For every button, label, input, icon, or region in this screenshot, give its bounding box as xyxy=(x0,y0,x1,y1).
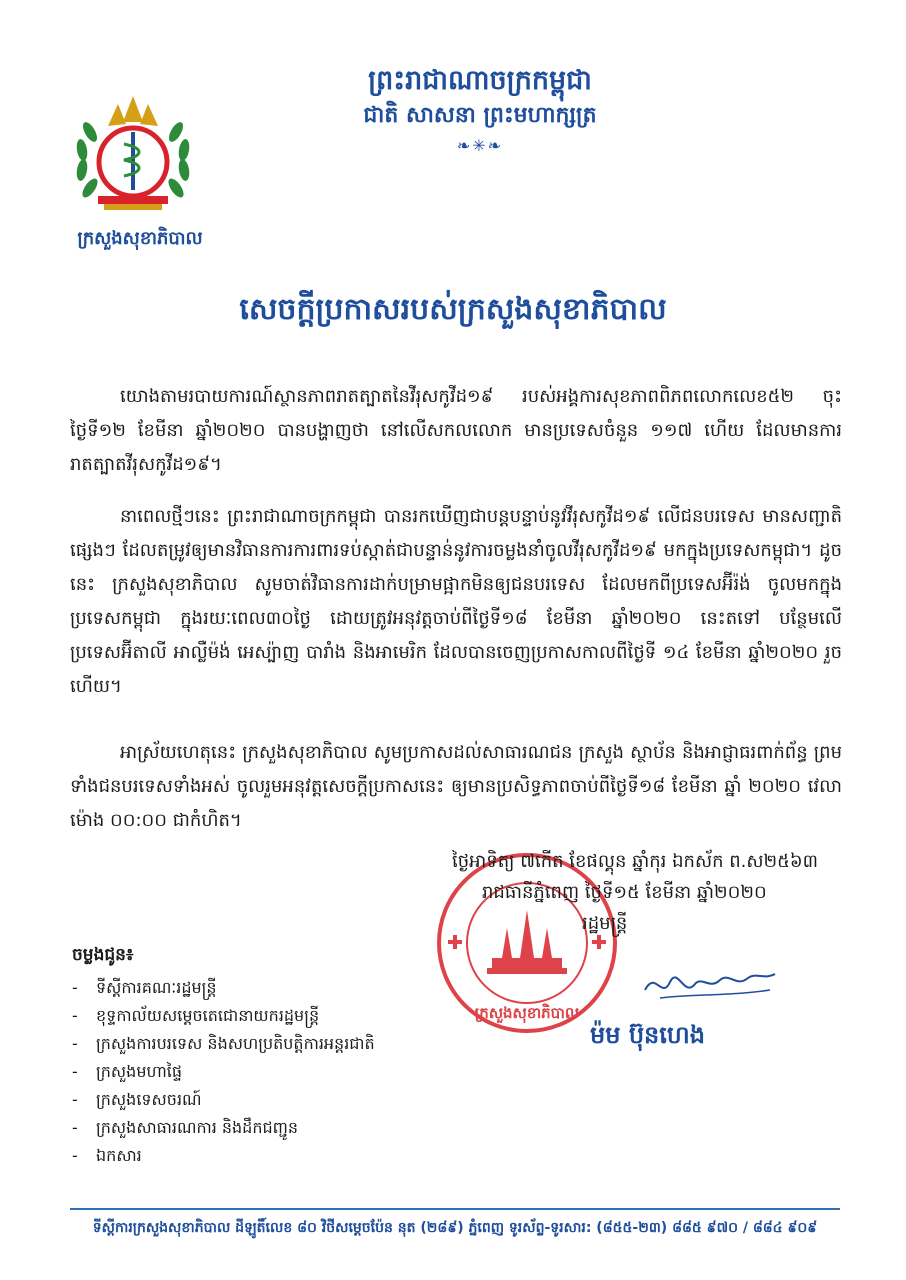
list-item xyxy=(72,1086,472,1114)
handwritten-signature xyxy=(640,960,780,1005)
list-bullet: - xyxy=(72,1090,78,1109)
list-item-text: ក្រសួងទេសចរណ៍ xyxy=(96,1090,202,1109)
list-item xyxy=(72,1002,472,1030)
list-item-text: ក្រសួងមហាផ្ទៃ xyxy=(96,1062,183,1081)
list-item-text: ឯកសារ xyxy=(96,1146,142,1165)
list-item xyxy=(72,1030,472,1058)
signer-name: ម៉ម ប៊ុនហេង xyxy=(590,1021,705,1049)
announcement-title: សេចក្តីប្រកាសរបស់ក្រសួងសុខាភិបាល xyxy=(239,292,667,327)
list-bullet: - xyxy=(72,1062,78,1081)
list-item xyxy=(72,1058,472,1086)
copy-to-list xyxy=(72,940,472,1170)
ministry-name: ក្រសួងសុខាភិបាល xyxy=(77,228,203,249)
seal-text: ក្រសួងសុខាភិបាល xyxy=(474,1004,580,1022)
list-item xyxy=(72,1142,472,1170)
date-block xyxy=(452,846,852,939)
lunar-date: ថ្ងៃអាទិត្យ ៧កើត ខែផល្គុន ឆ្នាំកុរ ឯកស័ក ព.ស២៥៦៣ xyxy=(452,851,819,872)
ornament-divider: ❧✳❧ xyxy=(456,136,504,155)
list-bullet: - xyxy=(72,1146,78,1165)
signer-position: រដ្ឋមន្ត្រី xyxy=(582,913,628,934)
list-item-text: ក្រសួងសាធារណការ និងដឹកជញ្ជូន xyxy=(96,1118,299,1137)
kingdom-title: ព្រះរាជាណាចក្រកម្ពុជា xyxy=(368,65,592,96)
body-paragraph-3: អាស្រ័យហេតុនេះ ក្រសួងសុខាភិបាល សូមប្រកាសដល់សាធារណជន ក្រសួង ស្ថាប័ន និងអាជ្ញាធរពាក់ព័ន្ធ ព្រមទាំងជនបរទេសទាំងអស់ ចូលរួមអនុវត្តសេចក្តីប្រកាសនេះ ឲ្យមានប្រសិទ្ធភាពចាប់ពីថ្ងៃទី១៨ ខែមីនា ឆ្នាំ ២០២០ វេលាម៉ោង ០០:០០ ជាកំហិត។ xyxy=(70,742,842,831)
footer-divider xyxy=(70,1208,840,1210)
place-date: រាជធានីភ្នំពេញ ថ្ងៃទី១៥ ខែមីនា ឆ្នាំ២០២០ xyxy=(482,882,767,903)
ministry-of-health-logo xyxy=(68,92,198,222)
list-item-text: ទីស្តីការគណៈរដ្ឋមន្ត្រី xyxy=(96,978,217,997)
body-paragraph-1: យោងតាមរបាយការណ៍ស្ថានភាពរាតត្បាតនៃវីរុសកូវីដ១៩ របស់អង្គការសុខភាពពិភពលោកលេខ៥២ ចុះថ្ងៃទី១២ ខែមីនា ឆ្នាំ២០២០ បានបង្ហាញថា នៅលើសកលលោក មានប្រទេសចំនួន ១១៧ ហើយ ដែលមានការរាតត្បាតវីរុសកូវីដ១៩។ xyxy=(70,386,842,475)
list-bullet: - xyxy=(72,1006,78,1025)
list-item xyxy=(72,974,472,1002)
list-item xyxy=(72,1114,472,1142)
kingdom-motto: ជាតិ សាសនា ព្រះមហាក្សត្រ xyxy=(363,103,597,128)
kingdom-header xyxy=(300,64,660,155)
copy-to-title: ចម្លងជូន៖ xyxy=(72,945,134,965)
list-bullet: - xyxy=(72,978,78,997)
footer-address: ទីស្តីការក្រសួងសុខាភិបាល ដីឡូតិ៍លេខ ៨០ វិថីសម្តេចប៉ែន នុត (២៨៩) ភ្នំពេញ ទូរស័ព្ទ-ទូរសារ: (៨៥៥-២៣) ៨៨៥ ៩៧០ / ៨៨៤ ៩០៩ xyxy=(92,1220,818,1236)
list-item-text: ខុទ្ទកាល័យសម្តេចតេជោនាយករដ្ឋមន្ត្រី xyxy=(96,1006,320,1025)
list-bullet: - xyxy=(72,1034,78,1053)
list-item-text: ក្រសួងការបរទេស និងសហប្រតិបត្តិការអន្តរជាតិ xyxy=(96,1034,375,1053)
list-bullet: - xyxy=(72,1118,78,1137)
body-paragraph-2: នាពេលថ្មីៗនេះ ព្រះរាជាណាចក្រកម្ពុជា បានរកឃើញជាបន្តបន្ទាប់នូវវីរុសកូវីដ១៩ លើជនបរទេស មានសញ្ជាតិផ្សេងៗ ដែលតម្រូវឲ្យមានវិធានការការពារទប់ស្កាត់ជាបន្ទាន់នូវការចម្លងនាំចូលវីរុសកូវីដ១៩ មកក្នុងប្រទេសកម្ពុជា។ ដូចនេះ ក្រសួងសុខាភិបាល សូមចាត់វិធានការដាក់បម្រាមផ្អាកមិនឲ្យជនបរទេស ដែលមកពីប្រទេសអ៊ីរ៉ង់ ចូលមកក្នុងប្រទេសកម្ពុជា ក្នុងរយៈពេល៣០ថ្ងៃ ដោយត្រូវអនុវត្តចាប់ពីថ្ងៃទី១៨ ខែមីនា ឆ្នាំ២០២០ នេះតទៅ បន្ថែមលើប្រទេសអ៊ីតាលី អាល្លឺម៉ង់ អេស្ប៉ាញ បារាំង និងអាមេរិក ដែលបានចេញប្រកាសកាលពីថ្ងៃទី ១៤ ខែមីនា ឆ្នាំ២០២០ រួចហើយ។ xyxy=(70,506,842,697)
